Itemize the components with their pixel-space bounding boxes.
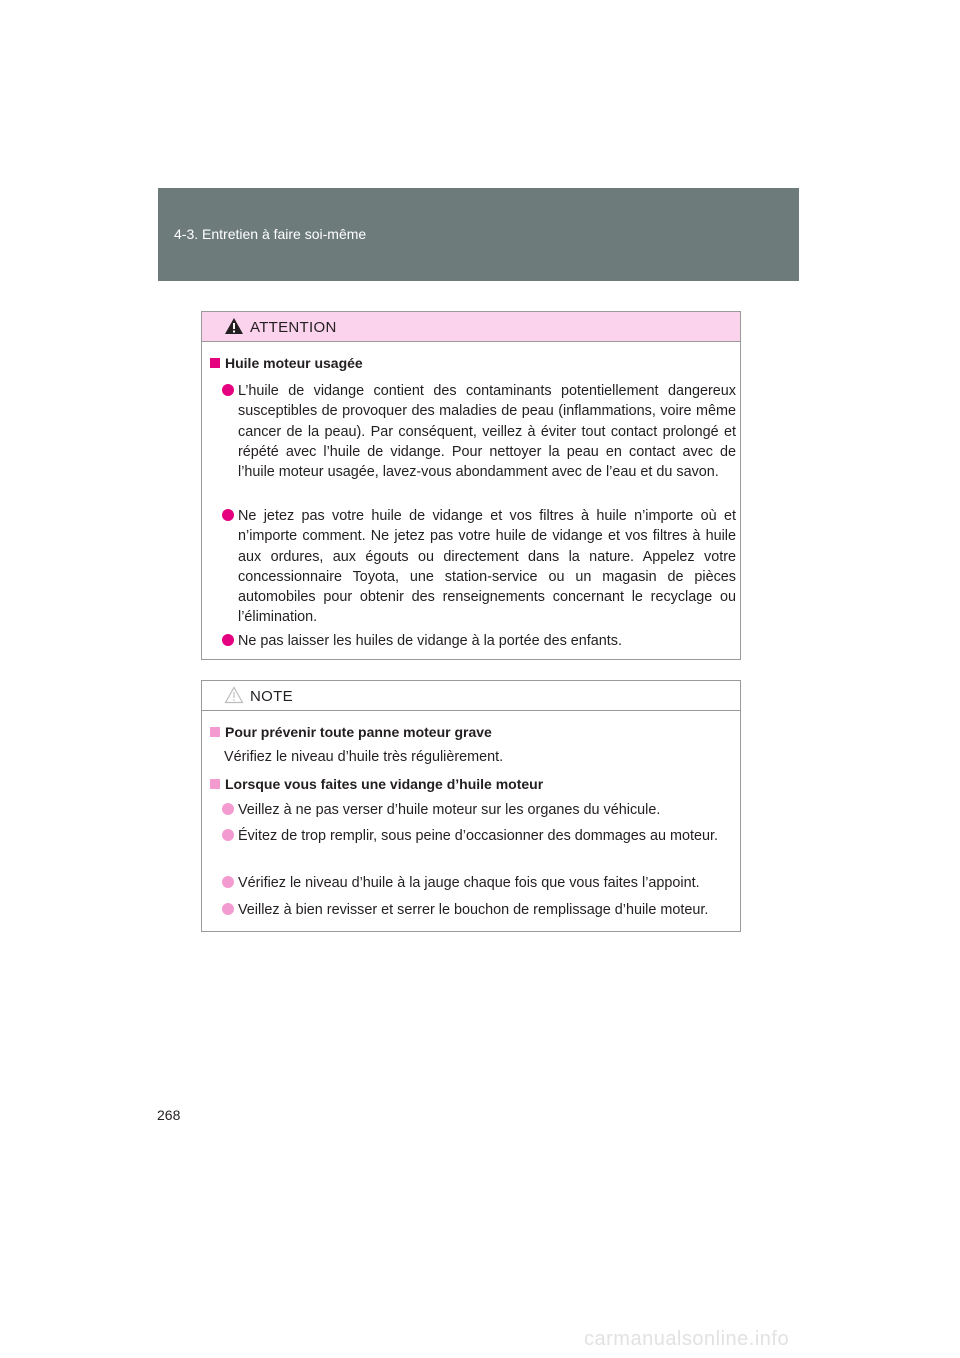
- list-item: L’huile de vidange contient des contaminants potentiellement dangereux susceptibles de provoquer des maladies de peau (inflammations, voire même cancer de la peau). Par conséquent, veillez à éviter tout contact prolongé et répété avec l’huile de vidange. Pour nettoyer la peau en contact avec de l’huile moteur usagée, lavez-vous abondamment avec de l’eau et du savon.: [222, 381, 736, 482]
- attention-heading: Huile moteur usagée: [210, 355, 363, 371]
- page-number: 268: [157, 1107, 181, 1123]
- attention-title: ATTENTION: [250, 319, 337, 336]
- circle-bullet-icon: [222, 384, 234, 396]
- circle-bullet-icon: [222, 509, 234, 521]
- square-bullet-icon: [210, 779, 220, 789]
- list-item: Évitez de trop remplir, sous peine d’occasionner des dommages au moteur.: [222, 826, 736, 846]
- list-item: Ne pas laisser les huiles de vidange à la portée des enfants.: [222, 631, 736, 651]
- list-item: Veillez à bien revisser et serrer le bouchon de remplissage d’huile moteur.: [222, 900, 736, 920]
- list-item: Vérifiez le niveau d’huile à la jauge chaque fois que vous faites l’appoint.: [222, 873, 736, 893]
- note-heading-2: Lorsque vous faites une vidange d’huile moteur: [210, 776, 543, 792]
- circle-bullet-icon: [222, 634, 234, 646]
- section-header: [158, 188, 799, 281]
- circle-bullet-icon: [222, 903, 234, 915]
- circle-bullet-icon: [222, 829, 234, 841]
- note-title: NOTE: [250, 688, 293, 705]
- section-title: 4-3. Entretien à faire soi-même: [174, 226, 367, 242]
- warning-icon: [224, 317, 244, 335]
- watermark: carmanualsonline.info: [584, 1328, 790, 1350]
- note-heading-1: Pour prévenir toute panne moteur grave: [210, 724, 492, 740]
- circle-bullet-icon: [222, 876, 234, 888]
- attention-box: [201, 311, 741, 660]
- list-item: Ne jetez pas votre huile de vidange et vos filtres à huile n’importe où et n’importe comment. Ne jetez pas votre huile de vidange et vos filtres à huile aux ordures, aux égouts ou directement dans la nature. Appelez votre concessionnaire Toyota, une station-service ou un magasin de pièces automobiles pour obtenir des renseignements concernant le recyclage ou l’élimination.: [222, 506, 736, 628]
- note-header: [202, 681, 740, 711]
- circle-bullet-icon: [222, 803, 234, 815]
- list-item: Veillez à ne pas verser d’huile moteur sur les organes du véhicule.: [222, 800, 736, 820]
- note-text: Vérifiez le niveau d’huile très régulièrement.: [224, 749, 504, 765]
- attention-header: [202, 312, 740, 342]
- note-box: [201, 680, 741, 932]
- square-bullet-icon: [210, 358, 220, 368]
- warning-outline-icon: [224, 686, 244, 704]
- square-bullet-icon: [210, 727, 220, 737]
